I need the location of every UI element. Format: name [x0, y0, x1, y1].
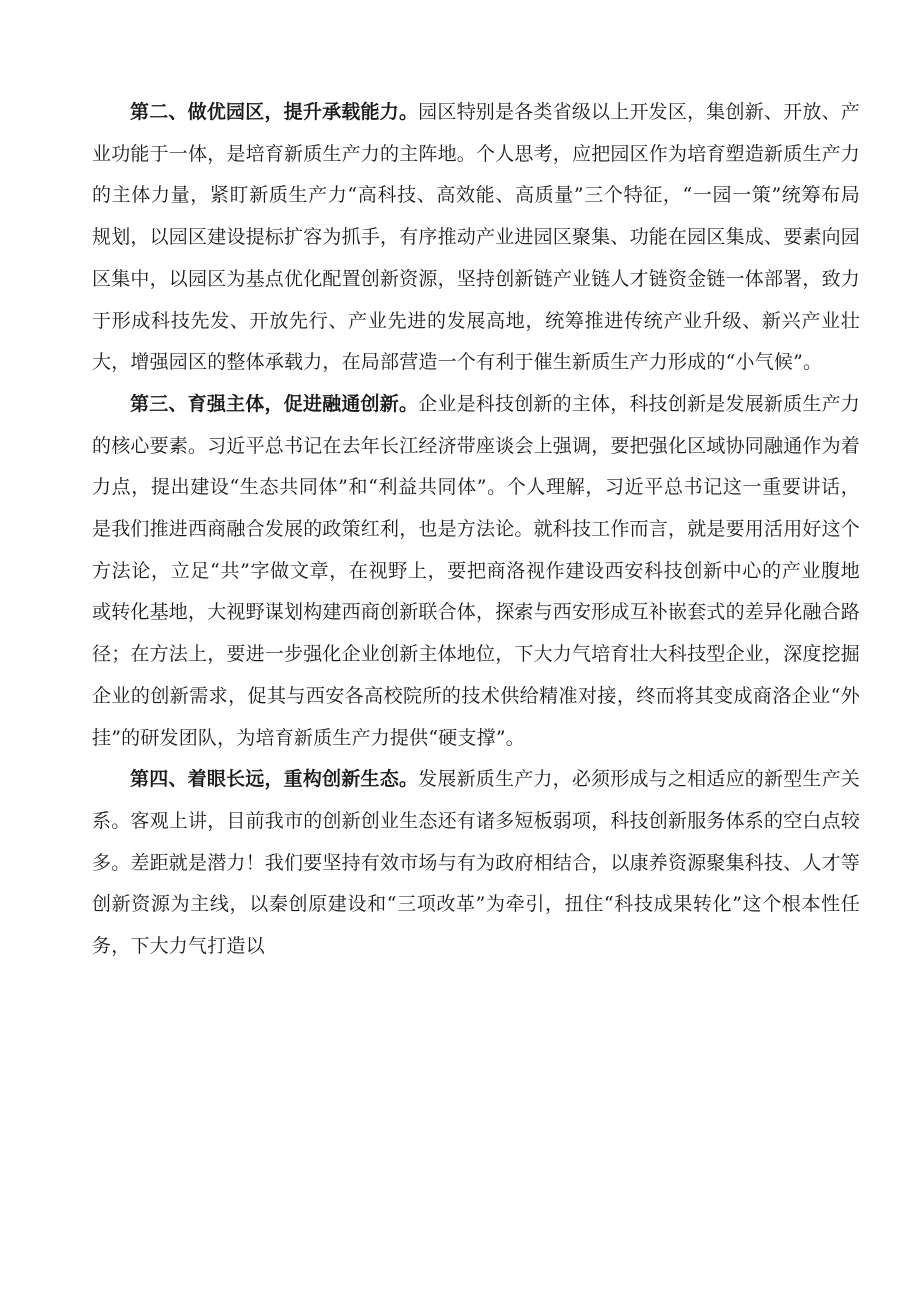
paragraph-innovation-ecosystem — [92, 759, 860, 968]
paragraph-body: 发展新质生产力，必须形成与之相适应的新型生产关系。客观上讲，目前我市的创新创业生态还有诸多短板弱项，科技创新服务体系的空白点较多。差距就是潜力！我们要坚持有效市场与有为政府相结合，以康养资源聚集科技、人才等创新资源为主线，以秦创原建设和“三项改革”为牵引，扭住“科技成果转化”这个根本性任务，下大力气打造以 — [92, 768, 861, 958]
paragraph-body: 企业是科技创新的主体，科技创新是发展新质生产力的核心要素。习近平总书记在去年长江经济带座谈会上强调，要把强化区域协同融通作为着力点，提出建设“生态共同体”和“利益共同体”。个人理解，习近平总书记这一重要讲话，是我们推进西商融合发展的政策红利，也是方法论。就科技工作而言，就是要用活用好这个方法论，立足“共”字做文章，在视野上，要把商洛视作建设西安科技创新中心的产业腹地或转化基地，大视野谋划构建西商创新联合体，探索与西安形成互补嵌套式的差异化融合路径；在方法上，要进一步强化企业创新主体地位，下大力气培育壮大科技型企业，深度挖掘企业的创新需求，促其与西安各高校院所的技术供给精准对接，终而将其变成商洛企业“外挂”的研发团队，为培育新质生产力提供“硬支撑”。 — [92, 392, 861, 749]
document-page — [92, 92, 860, 968]
paragraph-body: 园区特别是各类省级以上开发区，集创新、开放、产业功能于一体，是培育新质生产力的主阵地。个人思考，应把园区作为培育塑造新质生产力的主体力量，紧盯新质生产力“高科技、高效能、高质量”三个特征，“一园一策”统筹布局规划，以园区建设提标扩容为抓手，有序推动产业进园区聚集、功能在园区集成、要素向园区集中，以园区为基点优化配置创新资源，坚持创新链产业链人才链资金链一体部署，致力于形成科技先发、开放先行、产业先进的发展高地，统筹推进传统产业升级、新兴产业壮大，增强园区的整体承载力，在局部营造一个有利于催生新质生产力形成的“小气候”。 — [92, 101, 861, 374]
paragraph-park-capacity — [92, 92, 860, 384]
paragraph-heading: 第三、育强主体，促进融通创新。 — [130, 392, 419, 415]
paragraph-heading: 第四、着眼长远，重构创新生态。 — [130, 768, 419, 791]
paragraph-enterprise-innovation — [92, 384, 860, 759]
paragraph-heading: 第二、做优园区，提升承载能力。 — [130, 101, 419, 123]
